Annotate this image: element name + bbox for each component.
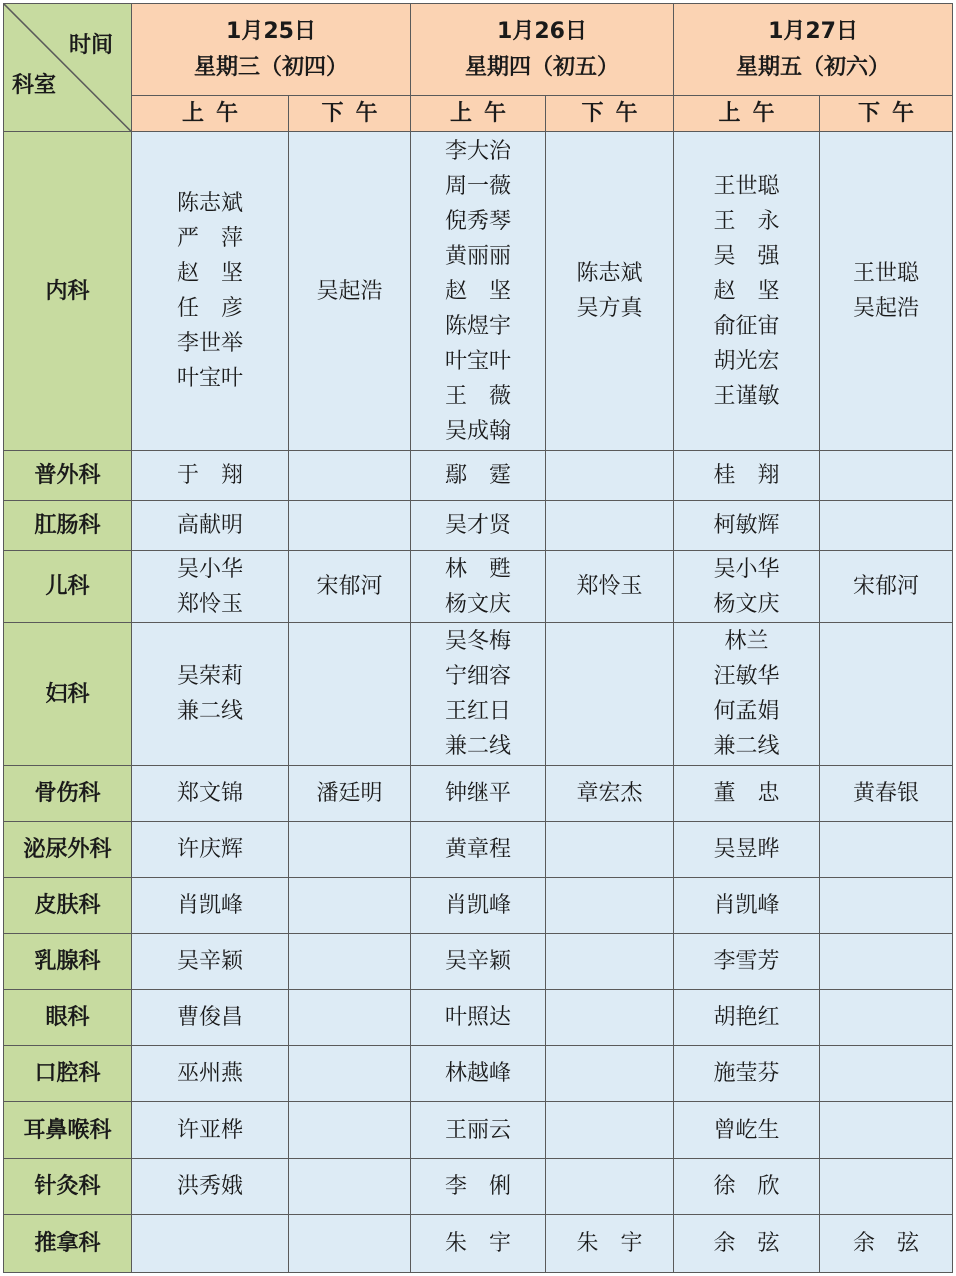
doctor-name: 洪秀娥 xyxy=(176,1173,243,1199)
doctor-name: 赵 坚 xyxy=(713,278,780,304)
duty-cell xyxy=(820,821,953,877)
diagonal-divider xyxy=(4,4,131,131)
duty-cell xyxy=(289,1158,411,1214)
duty-cell xyxy=(289,765,411,821)
department-name: 儿科 xyxy=(4,551,132,623)
doctor-name: 俞征宙 xyxy=(713,313,780,339)
department-name: 眼科 xyxy=(4,990,132,1046)
duty-cell xyxy=(411,132,546,451)
department-name: 口腔科 xyxy=(4,1046,132,1102)
day-header-1 xyxy=(132,4,411,96)
duty-cell xyxy=(820,451,953,501)
duty-cell xyxy=(820,501,953,551)
doctor-name: 叶宝叶 xyxy=(445,348,512,374)
doctor-name: 肖凯峰 xyxy=(713,893,780,919)
day-weekday: 星期三（初四） xyxy=(194,54,349,80)
schedule-row xyxy=(4,821,953,877)
doctor-name: 于 翔 xyxy=(176,463,243,489)
doctor-name: 黄春银 xyxy=(853,780,920,806)
doctor-name: 曾屹生 xyxy=(713,1117,780,1143)
schedule-row xyxy=(4,623,953,765)
duty-cell xyxy=(820,877,953,933)
day-date: 1月26日 xyxy=(497,18,587,44)
duty-cell xyxy=(289,501,411,551)
doctor-name: 徐 欣 xyxy=(713,1173,780,1199)
department-name: 妇科 xyxy=(4,623,132,765)
doctor-name: 吴小华 xyxy=(176,556,243,582)
pm-header: 下午 xyxy=(546,96,674,132)
pm-header: 下午 xyxy=(820,96,953,132)
duty-cell xyxy=(411,1158,546,1214)
doctor-name: 吴辛颖 xyxy=(445,949,512,975)
duty-cell xyxy=(411,765,546,821)
duty-cell xyxy=(546,623,674,765)
department-name: 推拿科 xyxy=(4,1214,132,1272)
duty-cell xyxy=(674,1102,820,1158)
duty-cell xyxy=(411,1102,546,1158)
corner-dept-label: 科室 xyxy=(12,73,57,98)
duty-cell xyxy=(132,501,289,551)
doctor-name: 许亚桦 xyxy=(176,1117,243,1143)
am-header: 上午 xyxy=(674,96,820,132)
duty-cell xyxy=(820,765,953,821)
duty-cell xyxy=(132,877,289,933)
duty-cell xyxy=(132,551,289,623)
duty-cell xyxy=(289,623,411,765)
duty-cell xyxy=(132,934,289,990)
department-name: 皮肤科 xyxy=(4,877,132,933)
department-name: 针灸科 xyxy=(4,1158,132,1214)
duty-cell xyxy=(289,1046,411,1102)
doctor-name: 巫州燕 xyxy=(176,1061,243,1087)
duty-cell xyxy=(674,765,820,821)
doctor-name: 鄢 霆 xyxy=(445,463,512,489)
doctor-name: 陈志斌 xyxy=(576,261,643,287)
doctor-name: 高献明 xyxy=(176,513,243,539)
doctor-name: 赵 坚 xyxy=(176,261,243,287)
doctor-name: 吴起浩 xyxy=(853,296,920,322)
duty-cell xyxy=(132,1046,289,1102)
duty-cell xyxy=(289,451,411,501)
department-name: 肛肠科 xyxy=(4,501,132,551)
duty-cell xyxy=(411,1214,546,1272)
doctor-name: 宋郁河 xyxy=(316,574,383,600)
doctor-name: 王世聪 xyxy=(713,173,780,199)
doctor-name: 汪敏华 xyxy=(713,664,780,690)
doctor-name: 王谨敏 xyxy=(713,383,780,409)
am-header: 上午 xyxy=(411,96,546,132)
doctor-name: 宋郁河 xyxy=(853,574,920,600)
doctor-name: 王 薇 xyxy=(445,383,512,409)
doctor-name: 陈煜宇 xyxy=(445,313,512,339)
doctor-name: 林兰 xyxy=(724,629,769,655)
duty-cell xyxy=(820,1046,953,1102)
doctor-name: 吴 强 xyxy=(713,243,780,269)
doctor-name: 吴辛颖 xyxy=(176,949,243,975)
department-name: 泌尿外科 xyxy=(4,821,132,877)
doctor-name: 叶照达 xyxy=(445,1005,512,1031)
duty-cell xyxy=(411,877,546,933)
duty-cell xyxy=(546,551,674,623)
schedule-row xyxy=(4,1046,953,1102)
doctor-name: 柯敏辉 xyxy=(713,513,780,539)
duty-cell xyxy=(820,1102,953,1158)
duty-cell xyxy=(289,990,411,1046)
doctor-name: 朱 宇 xyxy=(576,1230,643,1256)
header-halfday-row xyxy=(4,96,953,132)
duty-cell xyxy=(546,501,674,551)
doctor-name: 周一薇 xyxy=(445,173,512,199)
doctor-name: 叶宝叶 xyxy=(176,366,243,392)
duty-cell xyxy=(132,1102,289,1158)
doctor-name: 朱 宇 xyxy=(445,1230,512,1256)
schedule-row xyxy=(4,1102,953,1158)
doctor-name: 余 弦 xyxy=(853,1230,920,1256)
duty-cell xyxy=(820,132,953,451)
duty-cell xyxy=(674,551,820,623)
duty-cell xyxy=(546,821,674,877)
duty-cell xyxy=(289,551,411,623)
duty-cell xyxy=(546,1158,674,1214)
duty-cell xyxy=(411,451,546,501)
duty-cell xyxy=(820,551,953,623)
doctor-name: 李世举 xyxy=(176,331,243,357)
doctor-name: 林越峰 xyxy=(445,1061,512,1087)
doctor-name: 许庆辉 xyxy=(176,836,243,862)
duty-cell xyxy=(674,1214,820,1272)
schedule-row xyxy=(4,990,953,1046)
am-header: 上午 xyxy=(132,96,289,132)
duty-cell xyxy=(546,1102,674,1158)
doctor-name: 兼二线 xyxy=(713,734,780,760)
duty-cell xyxy=(132,623,289,765)
doctor-name: 任 彦 xyxy=(176,296,243,322)
duty-cell xyxy=(132,451,289,501)
doctor-name: 杨文庆 xyxy=(445,591,512,617)
doctor-name: 李 俐 xyxy=(445,1173,512,1199)
corner-header-cell xyxy=(4,4,132,132)
duty-cell xyxy=(132,990,289,1046)
duty-cell xyxy=(820,934,953,990)
doctor-name: 董 忠 xyxy=(713,780,780,806)
duty-cell xyxy=(674,132,820,451)
doctor-name: 余 弦 xyxy=(713,1230,780,1256)
doctor-name: 胡艳红 xyxy=(713,1005,780,1031)
day-header-3 xyxy=(674,4,953,96)
doctor-name: 倪秀琴 xyxy=(445,208,512,234)
duty-cell xyxy=(132,1158,289,1214)
doctor-name: 李大治 xyxy=(445,138,512,164)
duty-cell xyxy=(820,1214,953,1272)
doctor-name: 吴小华 xyxy=(713,556,780,582)
schedule-row xyxy=(4,551,953,623)
doctor-name: 肖凯峰 xyxy=(176,893,243,919)
duty-schedule-table xyxy=(3,3,953,1273)
schedule-row xyxy=(4,877,953,933)
doctor-name: 钟继平 xyxy=(445,780,512,806)
doctor-name: 吴起浩 xyxy=(316,278,383,304)
duty-cell xyxy=(546,877,674,933)
doctor-name: 吴昱晔 xyxy=(713,836,780,862)
doctor-name: 吴方真 xyxy=(576,296,643,322)
duty-cell xyxy=(674,451,820,501)
duty-cell xyxy=(411,501,546,551)
doctor-name: 王 永 xyxy=(713,208,780,234)
duty-cell xyxy=(674,877,820,933)
day-weekday: 星期四（初五） xyxy=(465,54,620,80)
duty-cell xyxy=(132,765,289,821)
schedule-row xyxy=(4,1214,953,1272)
duty-cell xyxy=(546,934,674,990)
doctor-name: 胡光宏 xyxy=(713,348,780,374)
department-name: 骨伤科 xyxy=(4,765,132,821)
duty-cell xyxy=(674,501,820,551)
doctor-name: 何孟娟 xyxy=(713,699,780,725)
duty-cell xyxy=(411,821,546,877)
doctor-name: 李雪芳 xyxy=(713,949,780,975)
doctor-name: 王红日 xyxy=(445,699,512,725)
duty-cell xyxy=(674,1046,820,1102)
doctor-name: 陈志斌 xyxy=(176,191,243,217)
doctor-name: 桂 翔 xyxy=(713,463,780,489)
duty-cell xyxy=(132,1214,289,1272)
day-header-2 xyxy=(411,4,674,96)
doctor-name: 潘廷明 xyxy=(316,780,383,806)
schedule-row xyxy=(4,765,953,821)
duty-cell xyxy=(546,1214,674,1272)
duty-cell xyxy=(674,623,820,765)
duty-cell xyxy=(132,821,289,877)
schedule-row xyxy=(4,132,953,451)
doctor-name: 曹俊昌 xyxy=(176,1005,243,1031)
duty-cell xyxy=(411,934,546,990)
duty-cell xyxy=(820,1158,953,1214)
duty-cell xyxy=(289,877,411,933)
duty-cell xyxy=(546,765,674,821)
schedule-row xyxy=(4,501,953,551)
header-date-row xyxy=(4,4,953,96)
doctor-name: 肖凯峰 xyxy=(445,893,512,919)
duty-cell xyxy=(289,821,411,877)
duty-cell xyxy=(546,451,674,501)
doctor-name: 林 甦 xyxy=(445,556,512,582)
duty-cell xyxy=(820,623,953,765)
schedule-row xyxy=(4,451,953,501)
doctor-name: 宁细容 xyxy=(445,664,512,690)
duty-cell xyxy=(411,1046,546,1102)
doctor-name: 王丽云 xyxy=(445,1117,512,1143)
duty-cell xyxy=(289,132,411,451)
doctor-name: 黄章程 xyxy=(445,836,512,862)
schedule-row xyxy=(4,1158,953,1214)
doctor-name: 郑怜玉 xyxy=(576,574,643,600)
duty-cell xyxy=(820,990,953,1046)
duty-cell xyxy=(546,132,674,451)
corner-time-label: 时间 xyxy=(68,33,113,58)
duty-cell xyxy=(674,821,820,877)
department-name: 耳鼻喉科 xyxy=(4,1102,132,1158)
doctor-name: 吴才贤 xyxy=(445,513,512,539)
doctor-name: 杨文庆 xyxy=(713,591,780,617)
duty-cell xyxy=(674,934,820,990)
duty-cell xyxy=(289,1214,411,1272)
doctor-name: 王世聪 xyxy=(853,261,920,287)
department-name: 普外科 xyxy=(4,451,132,501)
doctor-name: 吴成翰 xyxy=(445,418,512,444)
day-date: 1月25日 xyxy=(226,18,316,44)
duty-cell xyxy=(674,990,820,1046)
doctor-name: 吴荣莉 xyxy=(176,664,243,690)
duty-cell xyxy=(546,990,674,1046)
doctor-name: 兼二线 xyxy=(445,734,512,760)
duty-cell xyxy=(132,132,289,451)
duty-cell xyxy=(411,623,546,765)
duty-cell xyxy=(411,990,546,1046)
duty-cell xyxy=(289,934,411,990)
doctor-name: 郑文锦 xyxy=(176,780,243,806)
doctor-name: 施莹芬 xyxy=(713,1061,780,1087)
schedule-row xyxy=(4,934,953,990)
duty-cell xyxy=(546,1046,674,1102)
doctor-name: 兼二线 xyxy=(176,699,243,725)
doctor-name: 严 萍 xyxy=(176,226,243,252)
pm-header: 下午 xyxy=(289,96,411,132)
doctor-name: 黄丽丽 xyxy=(445,243,512,269)
doctor-name: 章宏杰 xyxy=(576,780,643,806)
department-name: 乳腺科 xyxy=(4,934,132,990)
day-weekday: 星期五（初六） xyxy=(736,54,891,80)
duty-cell xyxy=(289,1102,411,1158)
department-name: 内科 xyxy=(4,132,132,451)
duty-cell xyxy=(411,551,546,623)
doctor-name: 郑怜玉 xyxy=(176,591,243,617)
day-date: 1月27日 xyxy=(768,18,858,44)
doctor-name: 赵 坚 xyxy=(445,278,512,304)
duty-cell xyxy=(674,1158,820,1214)
doctor-name: 吴冬梅 xyxy=(445,629,512,655)
